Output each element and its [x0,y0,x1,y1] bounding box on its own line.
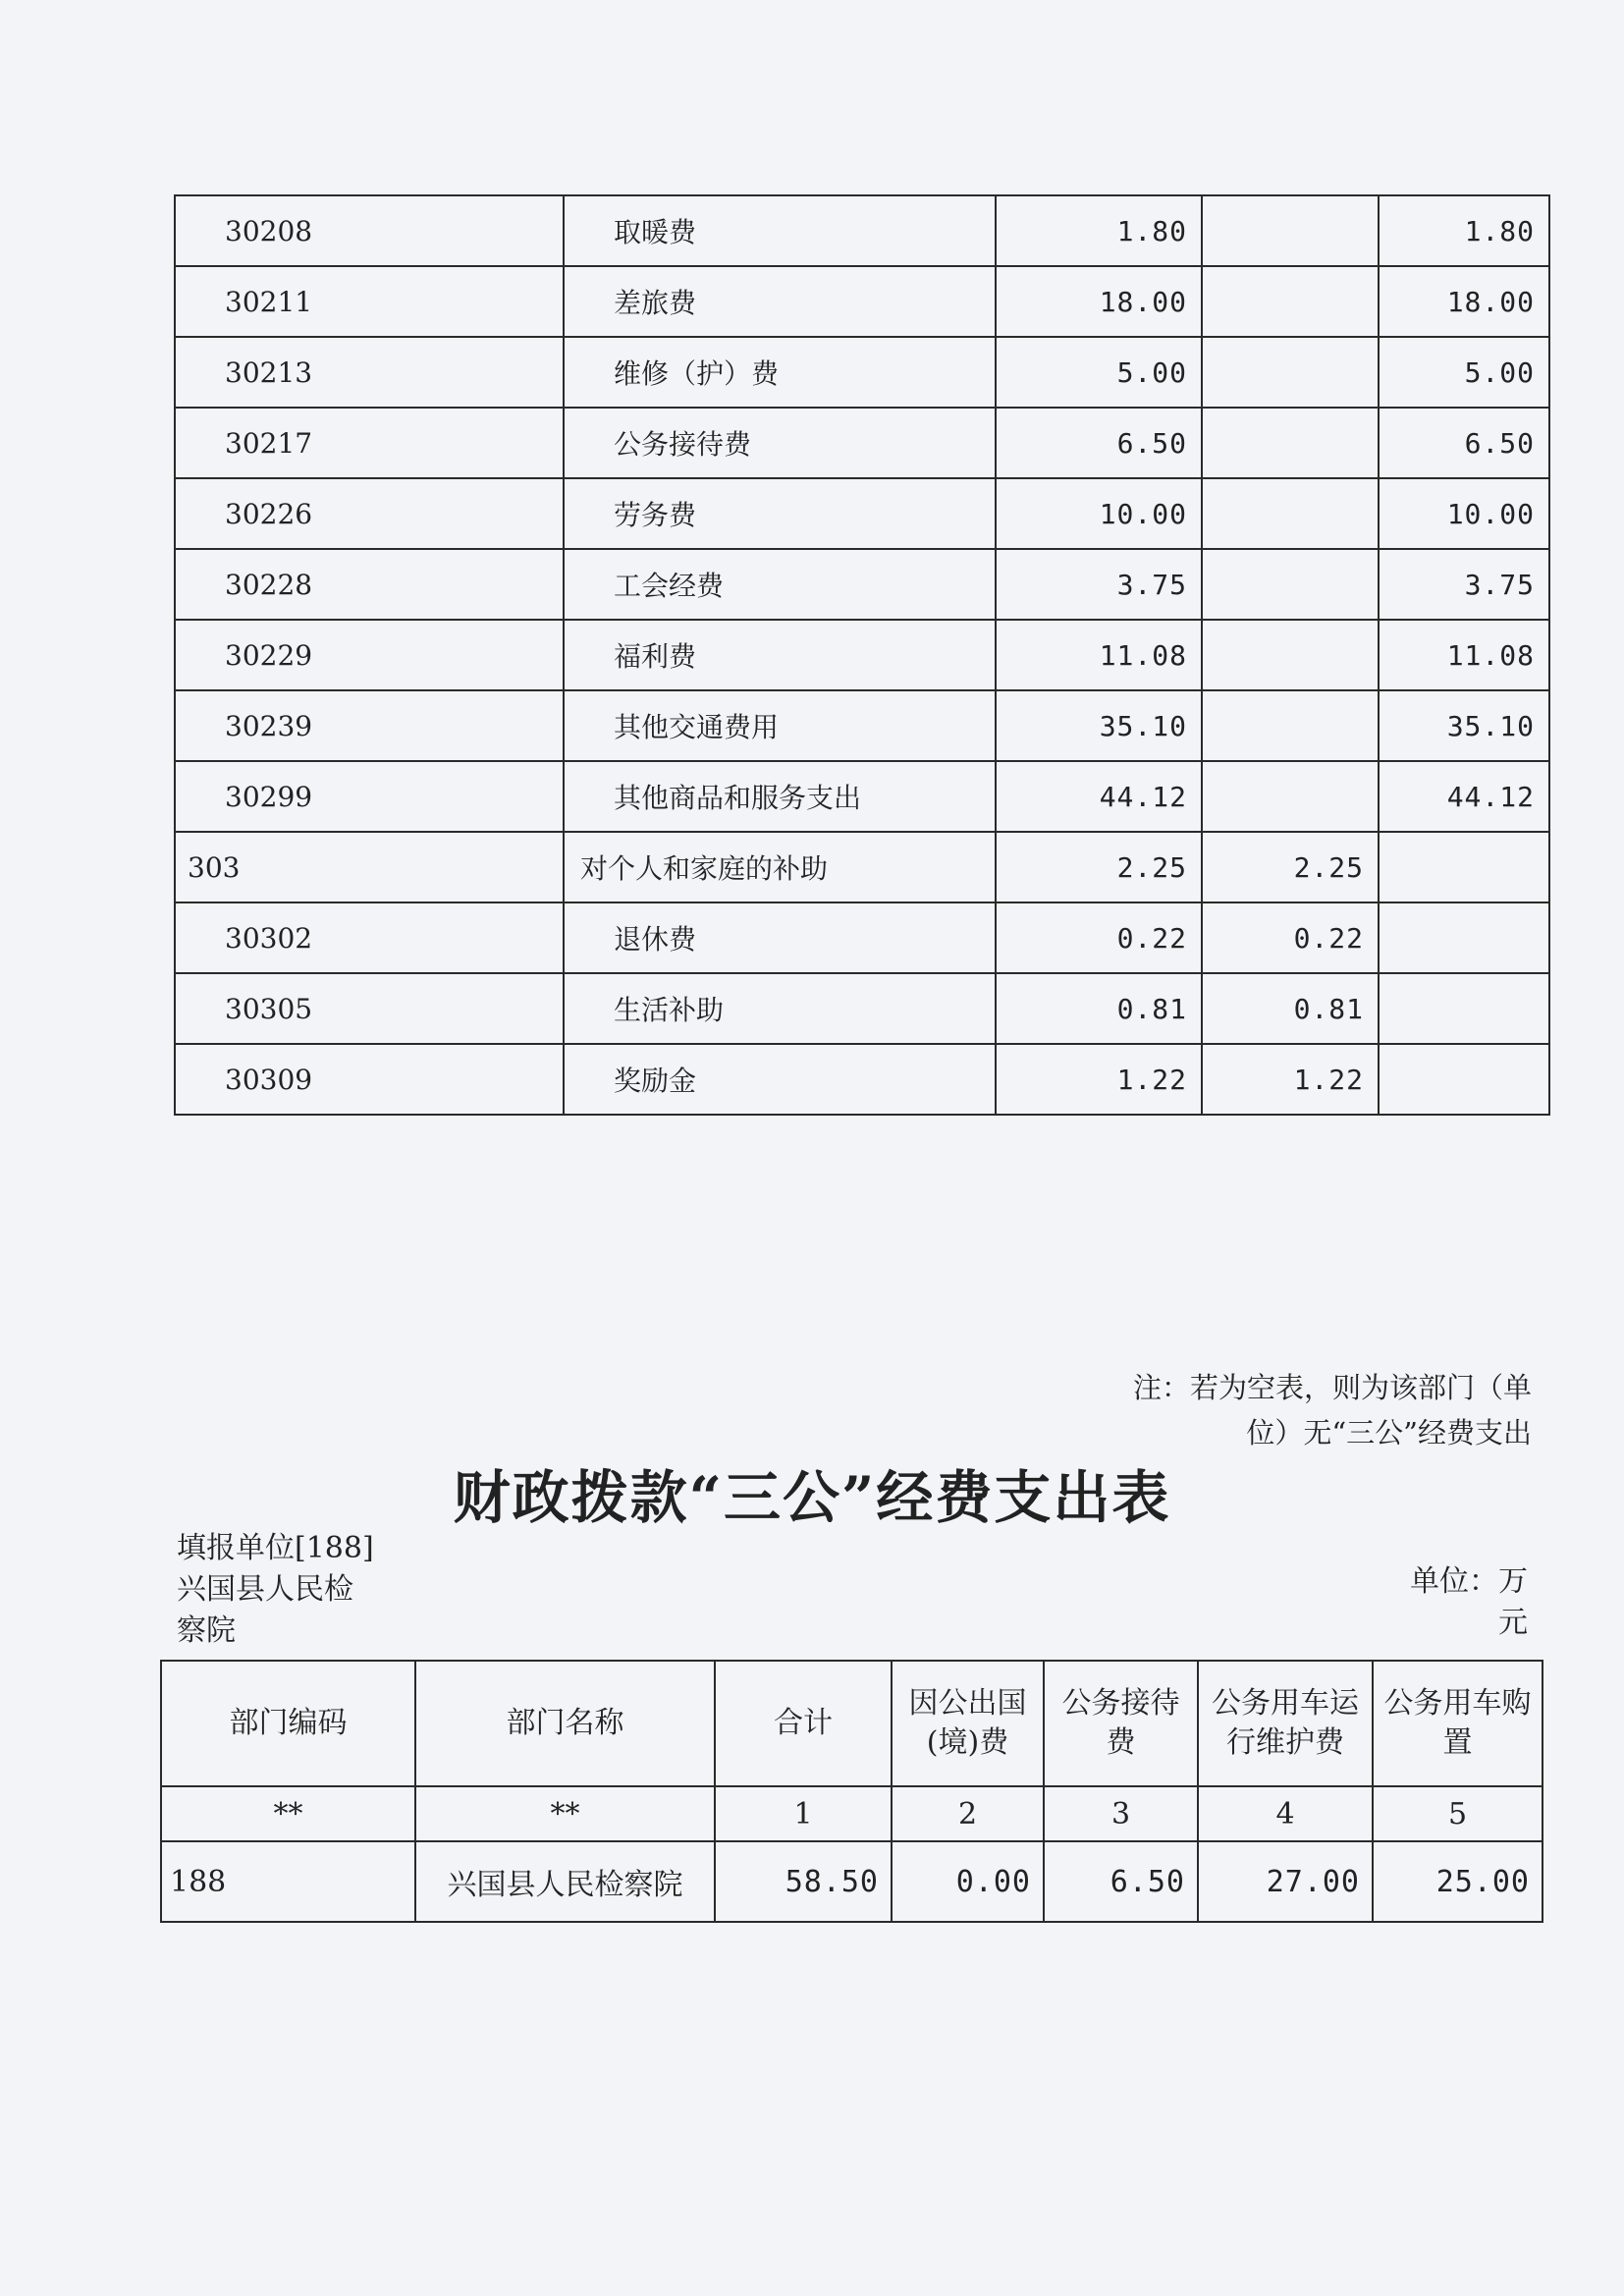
name-cell: 劳务费 [564,478,996,549]
three-public-expense-table [160,1660,1543,1923]
name-cell: 其他商品和服务支出 [564,761,996,832]
table-row [175,549,1549,620]
header-abroad: 因公出国(境)费 [892,1661,1044,1786]
expense-detail-table [174,194,1550,1116]
reporting-unit-line-2: 兴国县人民检 [177,1572,353,1607]
table-row [175,195,1549,266]
header-car-maintenance: 公务用车运行维护费 [1198,1661,1373,1786]
total-cell: 3.75 [996,549,1202,620]
name-cell: 维修（护）费 [564,337,996,408]
name-cell: 生活补助 [564,973,996,1044]
basic-cell: 0.22 [1202,902,1379,973]
total-cell: 1.22 [996,1044,1202,1115]
project-cell [1379,1044,1549,1115]
header-dept-code: 部门编码 [161,1661,415,1786]
name-cell: 福利费 [564,620,996,690]
table-row [175,973,1549,1044]
index-cell: 4 [1198,1786,1373,1841]
currency-unit [1375,1561,1528,1644]
basic-cell [1202,408,1379,478]
project-cell: 10.00 [1379,478,1549,549]
total-cell: 58.50 [715,1841,892,1922]
code-cell: 30239 [175,690,564,761]
reporting-unit-line-1: 填报单位[188] [177,1531,374,1565]
reporting-unit [177,1528,412,1652]
page-title: 财政拨款“三公”经费支出表 [453,1464,1171,1531]
code-cell: 30299 [175,761,564,832]
basic-cell [1202,478,1379,549]
total-cell: 0.22 [996,902,1202,973]
project-cell: 18.00 [1379,266,1549,337]
total-cell: 44.12 [996,761,1202,832]
name-cell: 取暖费 [564,195,996,266]
code-cell: 30208 [175,195,564,266]
project-cell: 1.80 [1379,195,1549,266]
name-cell: 工会经费 [564,549,996,620]
table-row [175,832,1549,902]
project-cell: 11.08 [1379,620,1549,690]
basic-cell: 2.25 [1202,832,1379,902]
index-cell: 5 [1373,1786,1543,1841]
code-cell: 30226 [175,478,564,549]
table-row [175,1044,1549,1115]
basic-cell [1202,337,1379,408]
table-row [175,902,1549,973]
index-cell: ** [415,1786,715,1841]
basic-cell [1202,761,1379,832]
note-line-2: 位）无“三公”经费支出 [1246,1416,1532,1449]
basic-cell [1202,690,1379,761]
table-row [161,1841,1543,1922]
project-cell: 35.10 [1379,690,1549,761]
index-cell: 1 [715,1786,892,1841]
note-line-1: 注：若为空表，则为该部门（单 [1132,1371,1532,1404]
code-cell: 30229 [175,620,564,690]
total-cell: 5.00 [996,337,1202,408]
total-cell: 6.50 [996,408,1202,478]
table-row [175,478,1549,549]
project-cell [1379,973,1549,1044]
name-cell: 公务接待费 [564,408,996,478]
name-cell: 奖励金 [564,1044,996,1115]
code-cell: 30305 [175,973,564,1044]
currency-unit-line-1: 单位：万 [1410,1564,1528,1599]
project-cell: 3.75 [1379,549,1549,620]
total-cell: 35.10 [996,690,1202,761]
code-cell: 303 [175,832,564,902]
code-cell: 30302 [175,902,564,973]
code-cell: 30211 [175,266,564,337]
total-cell: 18.00 [996,266,1202,337]
code-cell: 30213 [175,337,564,408]
basic-cell [1202,549,1379,620]
abroad-cell: 0.00 [892,1841,1044,1922]
basic-cell [1202,266,1379,337]
reporting-unit-line-3: 察院 [177,1613,236,1648]
basic-cell [1202,620,1379,690]
name-cell: 其他交通费用 [564,690,996,761]
index-cell: ** [161,1786,415,1841]
project-cell: 5.00 [1379,337,1549,408]
project-cell [1379,832,1549,902]
basic-cell [1202,195,1379,266]
header-dept-name: 部门名称 [415,1661,715,1786]
total-cell: 2.25 [996,832,1202,902]
dept-name-cell: 兴国县人民检察院 [415,1841,715,1922]
index-cell: 2 [892,1786,1044,1841]
empty-table-note [1021,1365,1532,1455]
header-car-purchase: 公务用车购置 [1373,1661,1543,1786]
name-cell: 对个人和家庭的补助 [564,832,996,902]
index-row [161,1786,1543,1841]
name-cell: 差旅费 [564,266,996,337]
table-row [175,408,1549,478]
table-row [175,690,1549,761]
total-cell: 0.81 [996,973,1202,1044]
total-cell: 11.08 [996,620,1202,690]
project-cell: 44.12 [1379,761,1549,832]
code-cell: 30309 [175,1044,564,1115]
header-reception: 公务接待费 [1044,1661,1198,1786]
total-cell: 10.00 [996,478,1202,549]
table-row [175,620,1549,690]
project-cell [1379,902,1549,973]
project-cell: 6.50 [1379,408,1549,478]
car-maintenance-cell: 27.00 [1198,1841,1373,1922]
basic-cell: 1.22 [1202,1044,1379,1115]
dept-code-cell: 188 [161,1841,415,1922]
header-row [161,1661,1543,1786]
table-row [175,761,1549,832]
currency-unit-line-2: 元 [1498,1606,1528,1640]
header-total: 合计 [715,1661,892,1786]
code-cell: 30228 [175,549,564,620]
car-purchase-cell: 25.00 [1373,1841,1543,1922]
code-cell: 30217 [175,408,564,478]
table-row [175,266,1549,337]
name-cell: 退休费 [564,902,996,973]
reception-cell: 6.50 [1044,1841,1198,1922]
basic-cell: 0.81 [1202,973,1379,1044]
index-cell: 3 [1044,1786,1198,1841]
table-row [175,337,1549,408]
total-cell: 1.80 [996,195,1202,266]
